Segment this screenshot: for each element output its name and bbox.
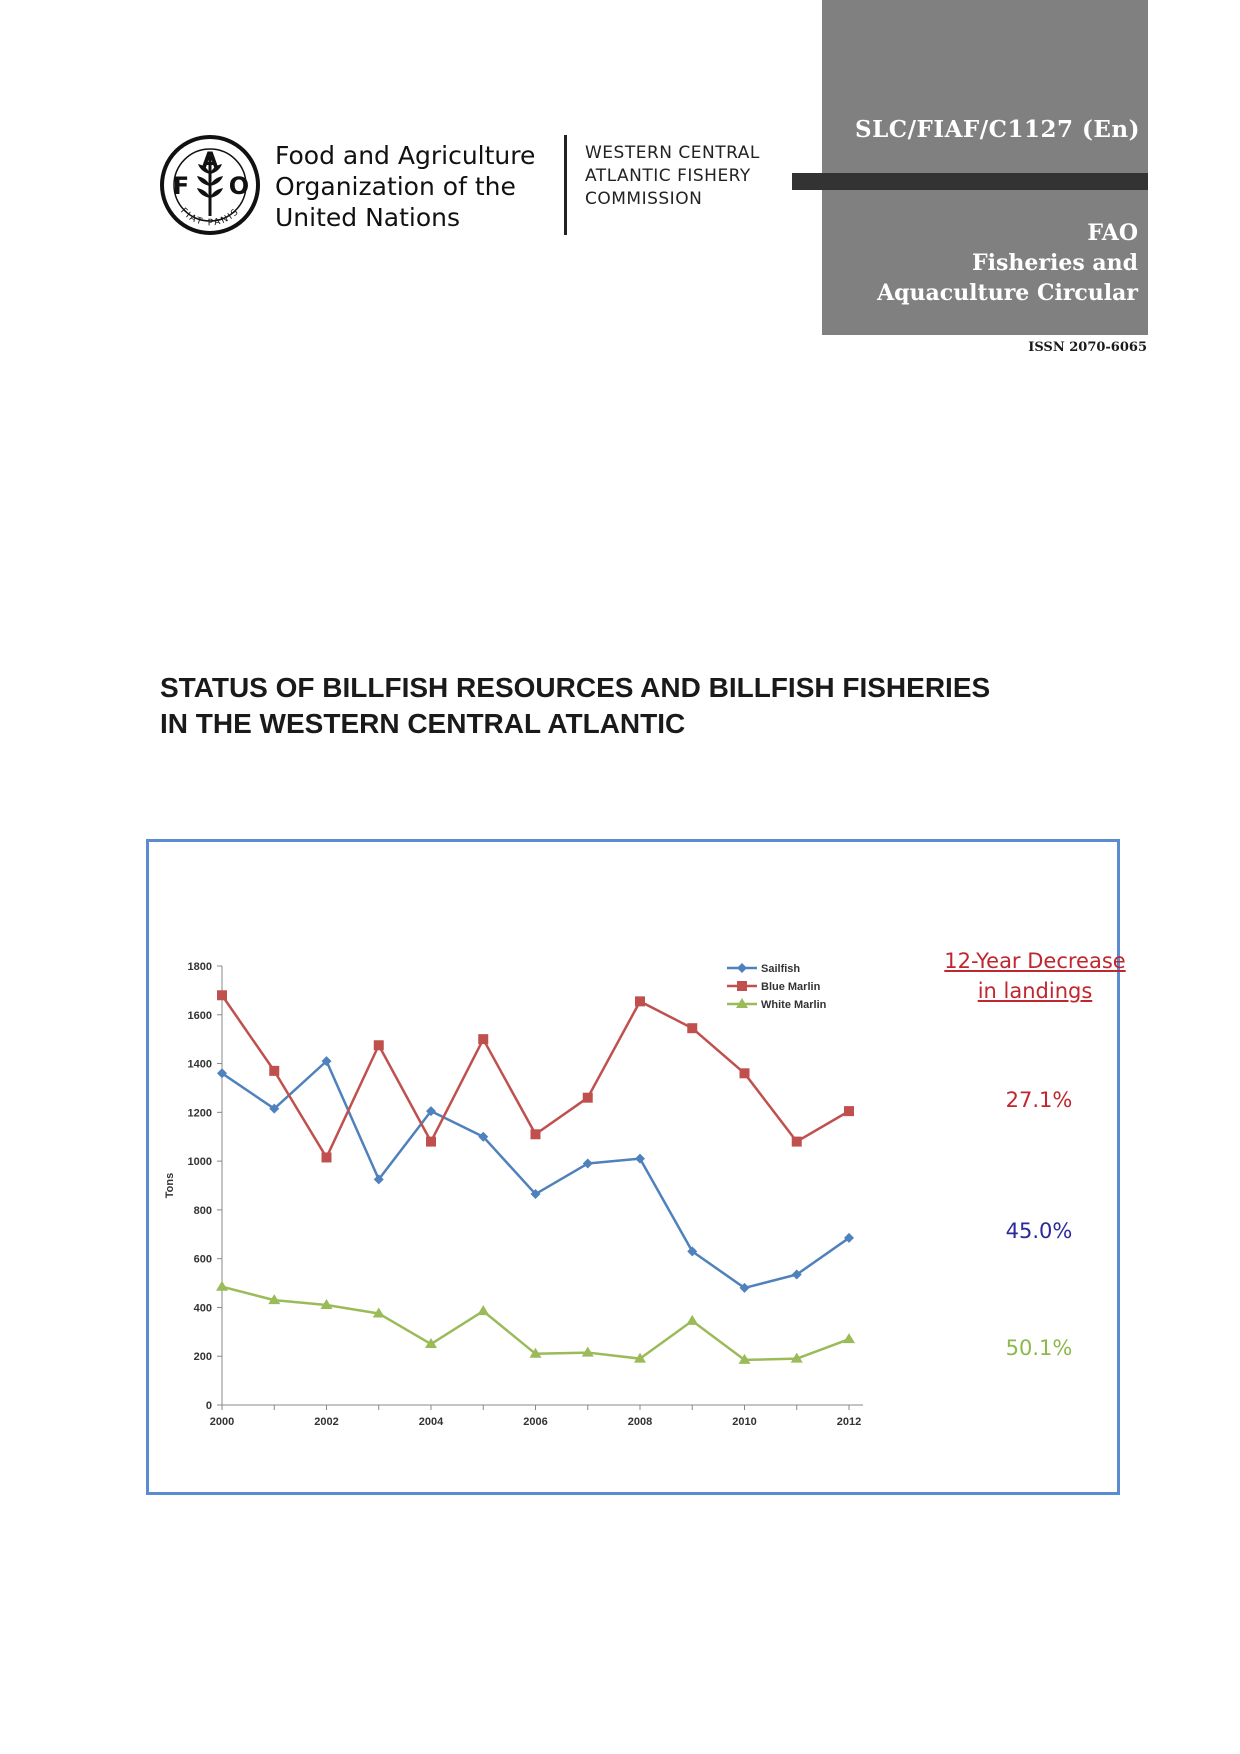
blue-marlin-point (531, 1129, 541, 1139)
blue-marlin-point (687, 1023, 697, 1033)
logo-divider (564, 135, 567, 235)
white-marlin-point (425, 1338, 437, 1348)
x-tick-label: 2012 (836, 1416, 862, 1428)
blue-marlin-point (635, 996, 645, 1006)
decrease-heading (915, 946, 1155, 1006)
title-line-1: STATUS OF BILLFISH RESOURCES AND BILLFISH FISHERIES (160, 672, 991, 703)
series-line-3: Aquaculture Circular (877, 280, 1138, 306)
blue-marlin-point (269, 1066, 279, 1076)
y-tick-label: 200 (193, 1351, 212, 1364)
blue-marlin-point (792, 1137, 802, 1147)
y-tick-label: 400 (193, 1302, 212, 1315)
logo-letter-f: F (172, 172, 190, 200)
white-marlin-decrease: 50.1% (1005, 1336, 1073, 1360)
legend-label-white-marlin: White Marlin (761, 999, 827, 1011)
y-tick-label: 1600 (187, 1009, 212, 1022)
decrease-heading-line-2: in landings (977, 979, 1093, 1003)
white-marlin-point (477, 1305, 489, 1315)
blue-marlin-point (583, 1093, 593, 1103)
white-marlin-point (216, 1281, 228, 1291)
blue-marlin-point (217, 990, 227, 1000)
blue-marlin-point (322, 1152, 332, 1162)
y-tick-label: 0 (205, 1400, 212, 1412)
organization-name-line-2: Organization of the (275, 172, 516, 201)
x-tick-label: 2008 (627, 1416, 653, 1428)
header-divider-bar (792, 173, 1148, 190)
organization-name-line-3: United Nations (275, 203, 461, 232)
commission-line-2: ATLANTIC FISHERY (585, 166, 751, 186)
blue-marlin-point (426, 1137, 436, 1147)
landings-line-chart (149, 842, 1117, 1492)
fao-logo-icon (159, 134, 261, 236)
series-line-2: Fisheries and (972, 250, 1138, 276)
white-marlin-point (843, 1333, 855, 1343)
commission-name (585, 142, 760, 211)
commission-line-3: COMMISSION (585, 189, 703, 209)
y-tick-label: 1400 (187, 1058, 212, 1071)
blue-marlin-point (844, 1106, 854, 1116)
y-tick-label: 1200 (187, 1107, 212, 1120)
y-tick-label: 600 (193, 1253, 212, 1266)
logo-letter-o: O (228, 172, 250, 200)
y-axis-label: Tons (164, 1172, 176, 1199)
x-tick-label: 2010 (732, 1416, 757, 1428)
decrease-heading-line-1: 12-Year Decrease (944, 949, 1126, 973)
title-line-2: IN THE WESTERN CENTRAL ATLANTIC (160, 708, 686, 739)
organization-name-line-1: Food and Agriculture (275, 141, 536, 170)
x-tick-label: 2002 (314, 1416, 339, 1428)
white-marlin-point (686, 1315, 698, 1325)
legend-label-blue-marlin: Blue Marlin (761, 981, 821, 993)
blue-marlin-point (740, 1068, 750, 1078)
blue-marlin-decrease: 27.1% (1005, 1088, 1073, 1112)
y-tick-label: 800 (193, 1204, 212, 1217)
document-title (160, 670, 1120, 742)
legend-label-sailfish: Sailfish (761, 963, 801, 975)
x-tick-label: 2004 (418, 1416, 444, 1428)
commission-line-1: WESTERN CENTRAL (585, 143, 760, 163)
legend-marker-sailfish (737, 963, 747, 973)
sailfish-line (222, 1061, 849, 1288)
series-line-1: FAO (1087, 220, 1138, 246)
y-tick-label: 1800 (187, 961, 212, 973)
x-tick-label: 2000 (209, 1416, 235, 1428)
logo-letter-a: A (201, 149, 219, 174)
blue-marlin-point (478, 1034, 488, 1044)
sailfish-point (583, 1159, 593, 1169)
issn-number: ISSN 2070-6065 (1028, 340, 1147, 355)
document-code: SLC/FIAF/C1127 (En) (855, 116, 1140, 143)
organization-name (275, 140, 535, 233)
sailfish-point (635, 1154, 645, 1164)
series-name (822, 218, 1138, 308)
y-tick-label: 1000 (187, 1156, 212, 1169)
cover-figure (146, 839, 1126, 1495)
blue-marlin-point (374, 1040, 384, 1050)
sailfish-decrease: 45.0% (1005, 1219, 1073, 1243)
x-tick-label: 2006 (523, 1416, 548, 1428)
logo-motto: FIAT PANIS (178, 206, 242, 229)
legend-marker-blue-marlin (737, 981, 747, 991)
